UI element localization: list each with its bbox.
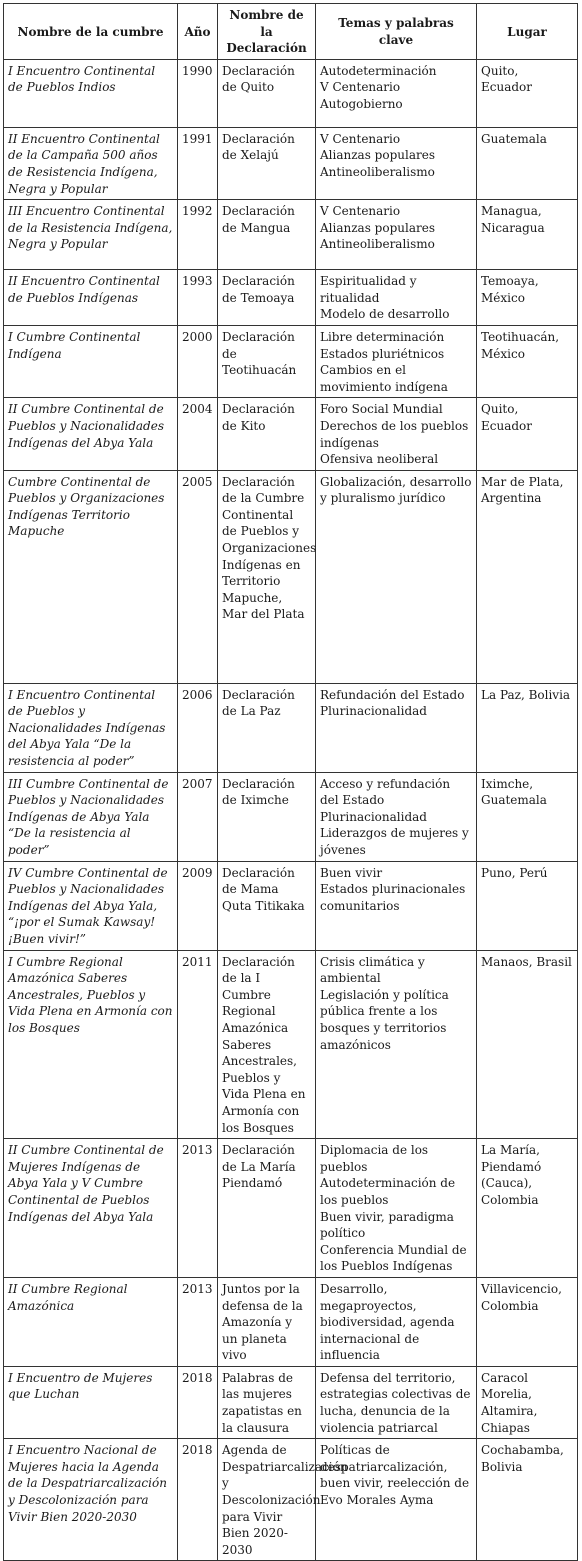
cell-lugar: La Paz, Bolivia xyxy=(477,683,578,772)
cell-cumbre: II Cumbre Continental de Mujeres Indígenas de Abya Yala y V Cumbre Continental de Pueblos Indígenas del Abya Yala xyxy=(4,1139,178,1278)
cell-anio: 2018 xyxy=(178,1439,218,1561)
cell-lugar: Quito, Ecuador xyxy=(477,59,578,127)
cell-anio: 2009 xyxy=(178,861,218,950)
cell-temas: Defensa del territorio, estrategias colectivas de lucha, denuncia de la violencia patriarcal xyxy=(316,1366,477,1438)
summits-table xyxy=(3,3,578,1561)
cell-anio: 2005 xyxy=(178,470,218,683)
cell-declaracion: Declaración de Xelajú xyxy=(218,127,316,199)
cell-temas: V Centenario Alianzas populares Antineoliberalismo xyxy=(316,200,477,270)
cell-cumbre: I Encuentro Continental de Pueblos Indios xyxy=(4,59,178,127)
cell-cumbre: IV Cumbre Continental de Pueblos y Nacionalidades Indígenas del Abya Yala, “¡por el Sumak Kawsay! ¡Buen vivir!” xyxy=(4,861,178,950)
table-row xyxy=(4,200,578,270)
cell-cumbre: I Encuentro Continental de Pueblos y Nacionalidades Indígenas del Abya Yala “De la resistencia al poder” xyxy=(4,683,178,772)
cell-temas: Globalización, desarrollo y pluralismo jurídico xyxy=(316,470,477,683)
cell-anio: 1990 xyxy=(178,59,218,127)
table-row xyxy=(4,470,578,683)
table-body xyxy=(4,59,578,1561)
cell-lugar: Managua, Nicaragua xyxy=(477,200,578,270)
cell-lugar: Puno, Perú xyxy=(477,861,578,950)
cell-cumbre: I Encuentro de Mujeres que Luchan xyxy=(4,1366,178,1438)
cell-cumbre: I Encuentro Nacional de Mujeres hacia la Agenda de la Despatriarcalización y Descolonización para Vivir Bien 2020-2030 xyxy=(4,1439,178,1561)
cell-declaracion: Declaración de La María Piendamó xyxy=(218,1139,316,1278)
cell-anio: 1993 xyxy=(178,270,218,326)
cell-temas: Diplomacia de los pueblos Autodeterminación de los pueblos Buen vivir, paradigma político Conferencia Mundial de los Pueblos Indígenas xyxy=(316,1139,477,1278)
cell-declaracion: Declaración de Iximche xyxy=(218,772,316,861)
cell-cumbre: II Encuentro Continental de la Campaña 500 años de Resistencia Indígena, Negra y Popular xyxy=(4,127,178,199)
cell-lugar: Cochabamba, Bolivia xyxy=(477,1439,578,1561)
cell-declaracion: Palabras de las mujeres zapatistas en la clausura xyxy=(218,1366,316,1438)
cell-anio: 2007 xyxy=(178,772,218,861)
cell-cumbre: III Cumbre Continental de Pueblos y Nacionalidades Indígenas de Abya Yala “De la resistencia al poder” xyxy=(4,772,178,861)
cell-lugar: Villavicencio, Colombia xyxy=(477,1277,578,1366)
cell-anio: 1992 xyxy=(178,200,218,270)
cell-anio: 2006 xyxy=(178,683,218,772)
header-anio: Año xyxy=(178,4,218,60)
table-row xyxy=(4,127,578,199)
cell-declaracion: Declaración de Quito xyxy=(218,59,316,127)
table-row xyxy=(4,683,578,772)
header-temas: Temas y palabras clave xyxy=(316,4,477,60)
header-cumbre: Nombre de la cumbre xyxy=(4,4,178,60)
cell-cumbre: Cumbre Continental de Pueblos y Organizaciones Indígenas Territorio Mapuche xyxy=(4,470,178,683)
table-row xyxy=(4,398,578,470)
cell-lugar: La María, Piendamó (Cauca), Colombia xyxy=(477,1139,578,1278)
cell-lugar: Iximche, Guatemala xyxy=(477,772,578,861)
table-row xyxy=(4,1277,578,1366)
cell-anio: 2011 xyxy=(178,950,218,1139)
table-row xyxy=(4,1366,578,1438)
table-row xyxy=(4,861,578,950)
cell-lugar: Temoaya, México xyxy=(477,270,578,326)
cell-declaracion: Declaración de Kito xyxy=(218,398,316,470)
cell-declaracion: Declaración de la Cumbre Continental de Pueblos y Organizaciones Indígenas en Territorio Mapuche, Mar del Plata xyxy=(218,470,316,683)
cell-temas: Foro Social Mundial Derechos de los pueblos indígenas Ofensiva neoliberal xyxy=(316,398,477,470)
cell-lugar: Caracol Morelia, Altamira, Chiapas xyxy=(477,1366,578,1438)
cell-temas: Acceso y refundación del Estado Plurinacionalidad Liderazgos de mujeres y jóvenes xyxy=(316,772,477,861)
cell-declaracion: Juntos por la defensa de la Amazonía y un planeta vivo xyxy=(218,1277,316,1366)
table-row xyxy=(4,59,578,127)
cell-temas: Políticas de despatriarcalización, buen vivir, reelección de Evo Morales Ayma xyxy=(316,1439,477,1561)
table-row xyxy=(4,325,578,397)
cell-temas: Desarrollo, megaproyectos, biodiversidad, agenda internacional de influencia xyxy=(316,1277,477,1366)
header-lugar: Lugar xyxy=(477,4,578,60)
cell-cumbre: III Encuentro Continental de la Resistencia Indígena, Negra y Popular xyxy=(4,200,178,270)
cell-lugar: Quito, Ecuador xyxy=(477,398,578,470)
cell-declaracion: Declaración de la I Cumbre Regional Amazónica Saberes Ancestrales, Pueblos y Vida Plena en Armonía con los Bosques xyxy=(218,950,316,1139)
cell-declaracion: Declaración de Temoaya xyxy=(218,270,316,326)
cell-anio: 2018 xyxy=(178,1366,218,1438)
header-row xyxy=(4,4,578,60)
cell-anio: 2004 xyxy=(178,398,218,470)
cell-cumbre: II Cumbre Regional Amazónica xyxy=(4,1277,178,1366)
cell-anio: 2000 xyxy=(178,325,218,397)
table-row xyxy=(4,772,578,861)
table-row xyxy=(4,1439,578,1561)
cell-cumbre: II Encuentro Continental de Pueblos Indígenas xyxy=(4,270,178,326)
cell-cumbre: I Cumbre Regional Amazónica Saberes Ancestrales, Pueblos y Vida Plena en Armonía con los Bosques xyxy=(4,950,178,1139)
cell-declaracion: Declaración de Mangua xyxy=(218,200,316,270)
cell-temas: Autodeterminación V Centenario Autogobierno xyxy=(316,59,477,127)
cell-declaracion: Declaración de Mama Quta Titikaka xyxy=(218,861,316,950)
cell-anio: 2013 xyxy=(178,1139,218,1278)
cell-temas: Libre determinación Estados pluriétnicos Cambios en el movimiento indígena xyxy=(316,325,477,397)
cell-declaracion: Declaración de La Paz xyxy=(218,683,316,772)
cell-temas: V Centenario Alianzas populares Antineoliberalismo xyxy=(316,127,477,199)
cell-declaracion: Declaración de Teotihuacán xyxy=(218,325,316,397)
table-row xyxy=(4,1139,578,1278)
cell-lugar: Mar de Plata, Argentina xyxy=(477,470,578,683)
cell-lugar: Guatemala xyxy=(477,127,578,199)
cell-temas: Refundación del Estado Plurinacionalidad xyxy=(316,683,477,772)
cell-cumbre: I Cumbre Continental Indígena xyxy=(4,325,178,397)
cell-lugar: Manaos, Brasil xyxy=(477,950,578,1139)
cell-lugar: Teotihuacán, México xyxy=(477,325,578,397)
table-row xyxy=(4,950,578,1139)
cell-temas: Crisis climática y ambiental Legislación y política pública frente a los bosques y territorios amazónicos xyxy=(316,950,477,1139)
table-row xyxy=(4,270,578,326)
cell-temas: Espiritualidad y ritualidad Modelo de desarrollo xyxy=(316,270,477,326)
cell-anio: 1991 xyxy=(178,127,218,199)
header-declaracion: Nombre de la Declaración xyxy=(218,4,316,60)
cell-cumbre: II Cumbre Continental de Pueblos y Nacionalidades Indígenas del Abya Yala xyxy=(4,398,178,470)
cell-declaracion: Agenda de Despatriarcalización y Descolonización para Vivir Bien 2020-2030 xyxy=(218,1439,316,1561)
cell-temas: Buen vivir Estados plurinacionales comunitarios xyxy=(316,861,477,950)
cell-anio: 2013 xyxy=(178,1277,218,1366)
